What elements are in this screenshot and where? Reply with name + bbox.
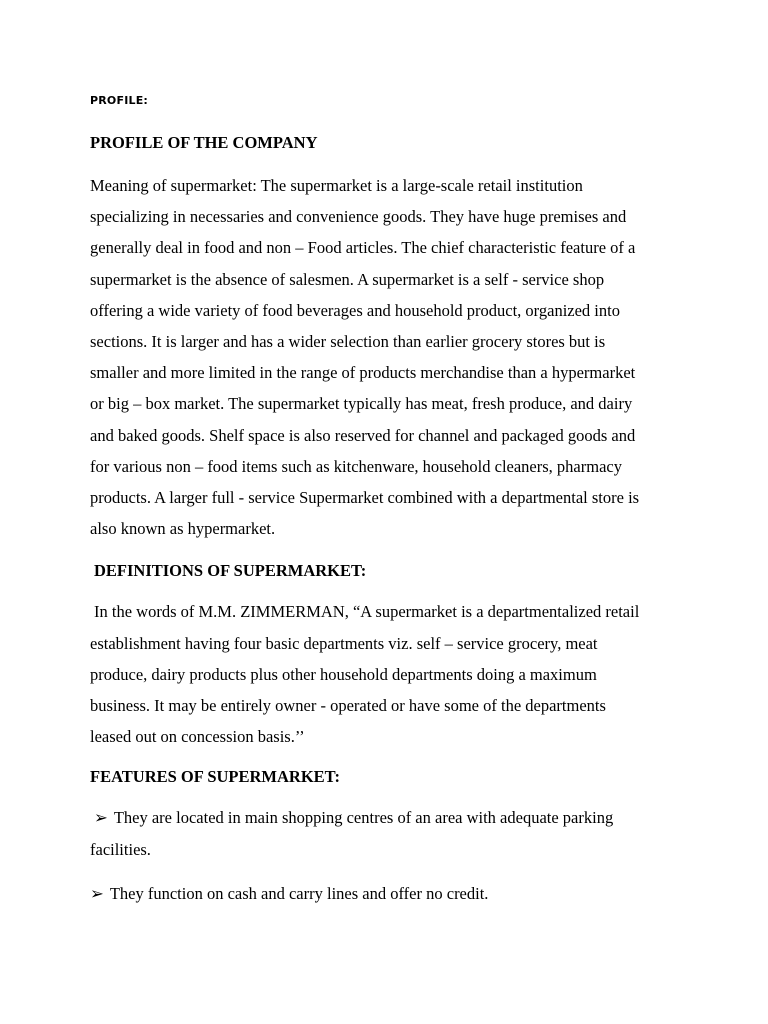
paragraph-line: smaller and more limited in the range of products merchandise than a hypermarket [90,363,636,383]
paragraph-line: for various non – food items such as kitchenware, household cleaners, pharmacy [90,456,622,476]
list-item-line: facilities. [90,840,151,860]
meaning-paragraph [90,170,690,544]
profile-label: PROFILE: [90,94,149,107]
features-list [90,802,690,910]
paragraph-line: specializing in necessaries and convenience goods. They have huge premises and [90,207,627,227]
paragraph-line: produce, dairy products plus other household departments doing a maximum [90,664,597,684]
list-item-text: They are located in main shopping centres of an area with adequate parking [113,808,614,828]
paragraph-line: supermarket is the absence of salesmen. A supermarket is a self - service shop [90,269,605,289]
list-item-line [90,878,690,910]
list-item-line [90,802,690,834]
paragraph-line: products. A larger full - service Supermarket combined with a departmental store is [90,488,640,508]
paragraph-line: offering a wide variety of food beverages and household product, organized into [90,300,620,320]
definition-paragraph [90,596,690,752]
paragraph-line: Meaning of supermarket: The supermarket is a large-scale retail institution [90,176,583,195]
features-heading: FEATURES OF SUPERMARKET: [90,767,340,787]
paragraph-line: sections. It is larger and has a wider selection than earlier grocery stores but is [90,332,606,352]
paragraph-line: establishment having four basic departments viz. self – service grocery, meat [90,633,598,653]
paragraph-line: and baked goods. Shelf space is also reserved for channel and packaged goods and [90,425,636,445]
paragraph-line: leased out on concession basis.’’ [90,727,305,747]
paragraph-line: business. It may be entirely owner - operated or have some of the departments [90,696,606,716]
paragraph-line: generally deal in food and non – Food articles. The chief characteristic feature of a [90,238,636,258]
document-content [90,92,690,910]
paragraph-line: also known as hypermarket. [90,519,276,539]
page-title: PROFILE OF THE COMPANY [90,133,318,152]
paragraph-line: or big – box market. The supermarket typically has meat, fresh produce, and dairy [90,394,633,414]
list-item [90,878,690,910]
list-item-text: They function on cash and carry lines and offer no credit. [109,884,489,904]
definitions-heading: DEFINITIONS OF SUPERMARKET: [94,561,367,581]
list-item [90,802,690,866]
paragraph-line: In the words of M.M. ZIMMERMAN, “A supermarket is a departmentalized retail [94,602,640,622]
arrow-bullet-icon: ➢ [94,808,108,828]
arrow-bullet-icon: ➢ [90,884,104,904]
